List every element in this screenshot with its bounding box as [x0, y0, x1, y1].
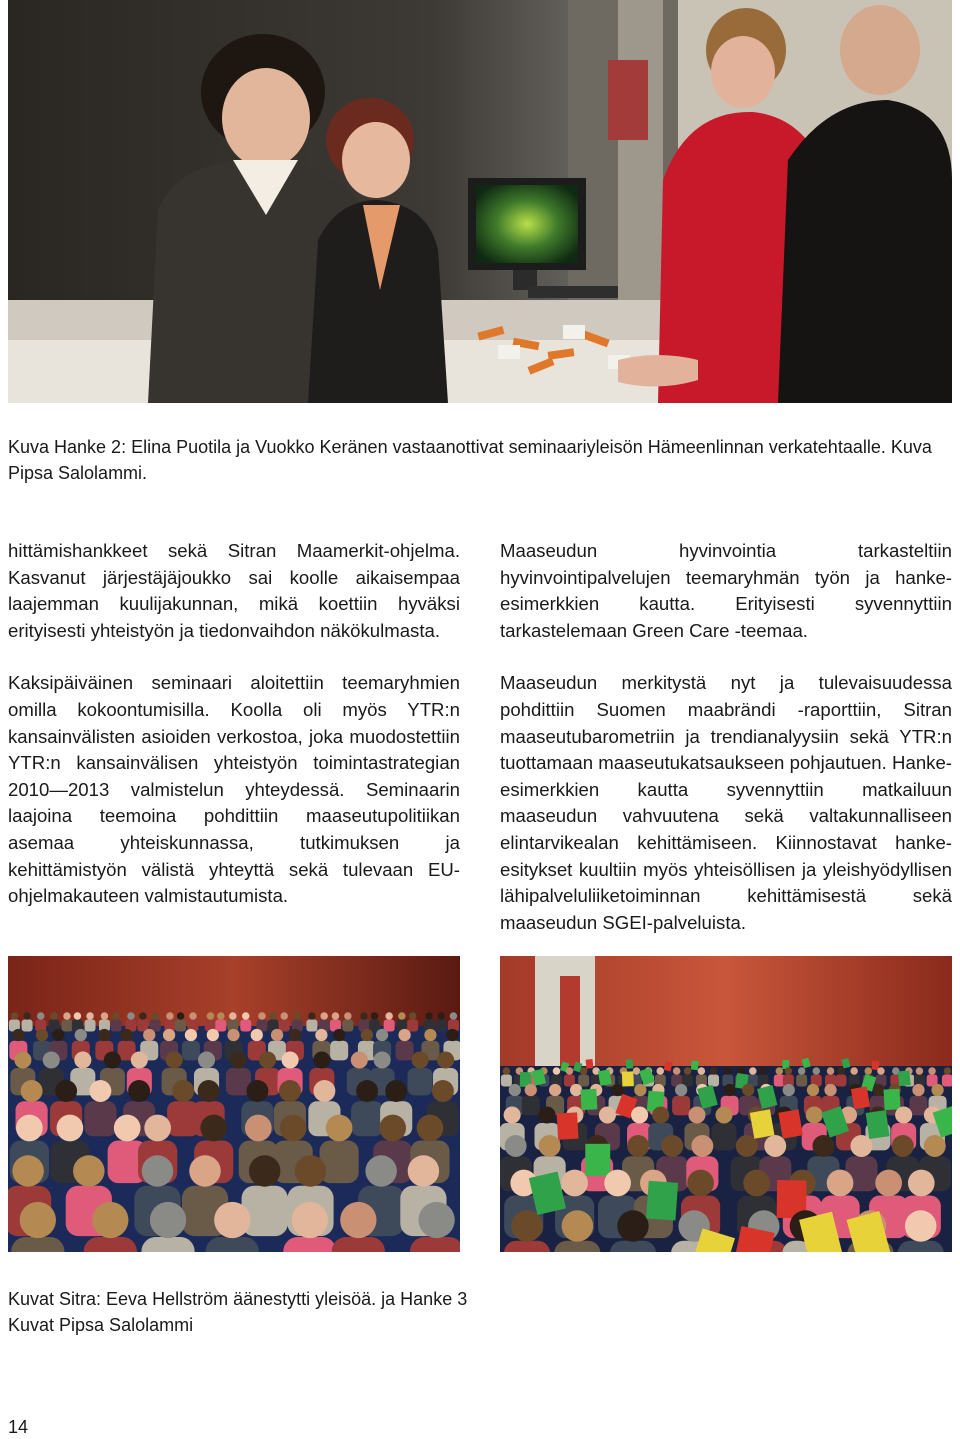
audience-member-head	[877, 1067, 885, 1075]
audience-member-head	[333, 1029, 345, 1041]
audience-member-head	[538, 1106, 555, 1123]
audience-member-head	[12, 1155, 44, 1187]
audience-member-head	[217, 1012, 225, 1020]
body-paragraph: Maaseudun hyvinvointia tarkasteltiin hyvinvointipalvelujen teemaryhmän työn ja hanke-esimerkkien kautta. Erityisesti syvennyttiin tarkastelemaan Green Care -teemaa.	[500, 540, 952, 641]
audience-member-body	[898, 1241, 944, 1252]
audience-member-head	[143, 1029, 155, 1041]
voting-card	[898, 1070, 911, 1086]
audience-member-head	[308, 1012, 316, 1020]
audience-member-head	[385, 1012, 393, 1020]
audience-member-head	[617, 1210, 649, 1242]
audience-member-head	[432, 1080, 454, 1102]
audience-member-head	[759, 1067, 767, 1075]
audience-member-head	[63, 1012, 70, 1020]
audience-member-head	[98, 1029, 110, 1041]
audience-member-head	[360, 1012, 368, 1020]
page-number: 14	[8, 1417, 29, 1437]
audience-member-head	[242, 1012, 250, 1020]
photo-caption-bottom	[8, 1286, 952, 1338]
audience-member-head	[351, 1051, 368, 1068]
audience-member-head	[785, 1067, 793, 1075]
audience-member-head	[371, 1012, 379, 1020]
audience-member-head	[198, 1051, 215, 1068]
audience-member-head	[798, 1067, 806, 1075]
photo-caption-top: Kuva Hanke 2: Elina Puotila ja Vuokko Keränen vastaanottivat seminaariyleisön Hämeenlinnan verkatehtaalle. Kuva Pipsa Salolammi.	[8, 437, 932, 483]
audience-member-head	[36, 1029, 48, 1041]
audience-member-head	[424, 1029, 436, 1041]
audience-member-head	[269, 1012, 277, 1020]
audience-member-head	[688, 1106, 705, 1123]
audience-member-head	[340, 1202, 376, 1238]
audience-member-head	[450, 1012, 458, 1020]
audience-member-head	[505, 1135, 527, 1157]
audience-member-head	[326, 1115, 353, 1142]
audience-member-body	[85, 1020, 96, 1032]
audience-member-body	[369, 1020, 380, 1032]
audience-member-head	[837, 1067, 845, 1075]
audience-member-head	[37, 1012, 45, 1020]
audience-member-body	[320, 1140, 359, 1183]
audience-member-head	[189, 1012, 197, 1020]
audience-member-head	[437, 1012, 445, 1020]
audience-member-head	[631, 1106, 648, 1123]
audience-member-body	[408, 1068, 433, 1095]
audience-member-head	[928, 1067, 936, 1075]
audience-member-head	[525, 1084, 537, 1096]
audience-member-head	[280, 1012, 288, 1020]
audience-member-body	[942, 1075, 952, 1087]
audience-member-body	[330, 1041, 348, 1061]
audience-member-body	[796, 1075, 807, 1087]
audience-member-head	[408, 1155, 440, 1187]
voting-card	[646, 1181, 678, 1221]
audience-member-head	[724, 1067, 732, 1075]
text-column-left	[8, 538, 460, 936]
audience-member-head	[776, 1067, 784, 1075]
audience-member-head	[75, 1029, 87, 1041]
audience-member-head	[656, 1067, 664, 1075]
voting-card	[883, 1089, 900, 1110]
audience-member-body	[242, 1186, 288, 1236]
audience-member-head	[374, 1051, 391, 1068]
audience-member-head	[912, 1084, 924, 1096]
audience-member-head	[259, 1051, 276, 1068]
audience-member-head	[806, 1106, 823, 1123]
audience-member-body	[578, 1075, 589, 1087]
audience-member-body	[283, 1237, 336, 1252]
body-paragraph: hittämishankkeet sekä Sitran Maamerkit-ohjelma. Kasvanut järjestäjäjoukko sai koolle aikaisempaa laajemman kuulijakunnan, mikä koettiin hyväksi erityisesti yhteistyön ja tiedonvaihdon näkökulmasta.	[8, 540, 460, 641]
caption-line: Kuvat Sitra: Eeva Hellström äänestytti yleisöä. ja Hanke 3	[8, 1289, 468, 1309]
audience-member-head	[504, 1106, 521, 1123]
audience-member-body	[61, 1020, 72, 1032]
audience-member-body	[175, 1020, 186, 1032]
audience-member-body	[501, 1075, 512, 1087]
audience-member-head	[749, 1067, 757, 1075]
audience-member-head	[561, 1170, 588, 1197]
audience-member-head	[245, 1115, 272, 1142]
audience-member-head	[292, 1202, 328, 1238]
audience-member-head	[282, 1051, 299, 1068]
audience-member-head	[783, 1084, 795, 1096]
audience-member-head	[627, 1135, 649, 1157]
audience-member-head	[549, 1084, 561, 1096]
audience-member-head	[446, 1029, 458, 1041]
audience-member-head	[50, 1012, 58, 1020]
voting-card	[691, 1060, 699, 1070]
audience-member-head	[865, 1067, 873, 1075]
audience-member-head	[189, 1155, 221, 1187]
audience-member-head	[409, 1012, 417, 1020]
audience-member-body	[504, 1241, 550, 1252]
audience-member-head	[924, 1135, 946, 1157]
text-column-right	[500, 538, 952, 962]
audience-member-head	[89, 1080, 111, 1102]
audience-member-head	[824, 1084, 836, 1096]
voting-card	[626, 1059, 634, 1068]
audience-member-head	[128, 1080, 150, 1102]
caption-line: Kuvat Pipsa Salolammi	[8, 1315, 194, 1335]
audience-member-head	[21, 1080, 43, 1102]
voting-card	[622, 1071, 634, 1086]
audience-member-head	[55, 1080, 77, 1102]
audience-member-head	[258, 1012, 266, 1020]
reception-photo-illustration	[8, 0, 952, 403]
audience-member-head	[104, 1051, 121, 1068]
audience-member-head	[150, 1202, 186, 1238]
audience-member-head	[724, 1084, 736, 1096]
audience-member-head	[361, 1029, 373, 1041]
audience-member-body	[396, 1041, 414, 1061]
audience-photo	[8, 956, 460, 1252]
voting-card	[585, 1144, 610, 1176]
audience-member-head	[207, 1012, 215, 1020]
body-paragraph: Maaseudun merkitystä nyt ja tulevaisuudessa pohdittiin Suomen maabrändi -raporttiin, Sitran maaseutubarometriin ja trendianalyysiin sekä YTR:n tuottamaan maaseutukatsaukseen pohjautuen. Hanke-esimerkkien kautta syvennyttiin matkailuun maaseudun vahvuutena sekä valtakunnalliseen elintarvikealan kehittämiseen. Kiinnostavat hanke-esitykset kuultiin myös yhteisöllisen ja yleishyödyllisen lähipalveluliiketoiminnan kehittämisestä sekä maaseudun SGEI-palveluista.	[500, 672, 952, 933]
audience-member-head	[566, 1067, 574, 1075]
audience-member-head	[271, 1029, 283, 1041]
audience-member-head	[892, 1135, 914, 1157]
audience-member-body	[332, 1237, 385, 1252]
audience-member-head	[599, 1106, 616, 1123]
audience-member-head	[279, 1080, 301, 1102]
audience-member-head	[412, 1051, 429, 1068]
audience-member-head	[315, 1029, 327, 1041]
audience-member-head	[691, 1135, 713, 1157]
audience-member-head	[398, 1029, 410, 1041]
audience-member-head	[385, 1080, 407, 1102]
audience-member-head	[229, 1012, 237, 1020]
audience-member-head	[166, 1051, 183, 1068]
audience-member-head	[425, 1012, 433, 1020]
audience-member-head	[246, 1080, 268, 1102]
audience-member-head	[251, 1029, 263, 1041]
audience-member-head	[52, 1029, 64, 1041]
audience-member-body	[522, 1096, 540, 1116]
audience-member-head	[710, 1067, 718, 1075]
audience-member-head	[511, 1210, 543, 1242]
audience-member-head	[200, 1115, 227, 1142]
audience-member-head	[812, 1135, 834, 1157]
audience-member-body	[554, 1241, 600, 1252]
audience-member-head	[332, 1012, 340, 1020]
audience-member-body	[84, 1101, 116, 1136]
audience-member-body	[11, 1237, 64, 1252]
audience-member-head	[687, 1170, 714, 1197]
audience-member-body	[610, 1241, 656, 1252]
audience-member-head	[249, 1155, 281, 1187]
audience-member-body	[342, 1020, 353, 1032]
audience-member-head	[873, 1084, 885, 1096]
audience-member-head	[43, 1051, 60, 1068]
audience-member-head	[207, 1029, 219, 1041]
audience-member-head	[698, 1067, 706, 1075]
audience-member-head	[92, 1202, 128, 1238]
audience-member-head	[634, 1084, 646, 1096]
audience-member-head	[313, 1080, 335, 1102]
audience-member-head	[379, 1115, 406, 1142]
audience-member-head	[57, 1115, 84, 1142]
audience-member-head	[850, 1067, 858, 1075]
audience-member-head	[742, 1084, 754, 1096]
voting-card	[557, 1112, 579, 1139]
audience-member-head	[14, 1051, 31, 1068]
audience-member-head	[580, 1067, 588, 1075]
audience-member-head	[313, 1051, 330, 1068]
audience-member-body	[384, 1020, 395, 1032]
audience-member-head	[73, 1155, 105, 1187]
audience-member-body	[708, 1075, 719, 1087]
audience-member-head	[905, 1210, 937, 1242]
audience-member-body	[407, 1020, 418, 1032]
audience-member-head	[166, 1012, 174, 1020]
audience-member-head	[895, 1106, 912, 1123]
audience-member-head	[365, 1155, 397, 1187]
audience-member-head	[916, 1067, 924, 1075]
audience-member-head	[23, 1012, 31, 1020]
audience-member-head	[417, 1115, 444, 1142]
audience-member-head	[675, 1084, 687, 1096]
audience-member-head	[230, 1051, 247, 1068]
audience-member-head	[74, 1012, 82, 1020]
audience-member-head	[539, 1135, 561, 1157]
audience-member-body	[182, 1041, 200, 1061]
audience-member-head	[227, 1029, 239, 1041]
audience-member-head	[503, 1067, 511, 1075]
audience-member-head	[172, 1080, 194, 1102]
audience-member-head	[12, 1029, 24, 1041]
audience-member-head	[11, 1012, 19, 1020]
audience-member-head	[850, 1135, 872, 1157]
audience-member-head	[86, 1012, 94, 1020]
audience-member-body	[240, 1020, 251, 1032]
audience-member-head	[652, 1106, 669, 1123]
audience-member-head	[163, 1029, 175, 1041]
audience-member-head	[142, 1155, 174, 1187]
voting-photo-illustration	[500, 956, 952, 1252]
audience-member-head	[715, 1106, 732, 1123]
audience-member-head	[661, 1135, 683, 1157]
voting-card	[866, 1110, 890, 1139]
audience-member-head	[320, 1012, 328, 1020]
audience-member-head	[280, 1115, 307, 1142]
audience-member-head	[344, 1012, 352, 1020]
body-paragraph: Kaksipäiväinen seminaari aloitettiin teemaryhmien omilla kokoontumisilla. Koolla oli myös YTR:n kansainvälisten asioiden verkostoa, joka muodostettiin YTR:n kansainvälisen yhteistyön toimintastrategian 2010—2013 valmistelun yhteydessä. Seminaarin laajoina teemoina pohdittiin maaseutupolitiikan asemaa yhteiskunnassa, tutkimuksen ja kehittämistyön välistä yhteyttä sekä tulevaan EU-ohjelmakauteen valmistautumista.	[8, 672, 460, 907]
audience-member-head	[827, 1067, 835, 1075]
audience-member-head	[931, 1084, 943, 1096]
audience-member-head	[289, 1029, 301, 1041]
audience-member-body	[279, 1020, 290, 1032]
audience-member-body	[410, 1237, 460, 1252]
audience-member-head	[74, 1051, 91, 1068]
voting-card	[586, 1059, 594, 1069]
audience-member-head	[16, 1115, 43, 1142]
audience-member-body	[111, 1020, 122, 1032]
audience-member-body	[436, 1020, 447, 1032]
audience-photo-illustration	[8, 956, 460, 1252]
audience-member-head	[418, 1202, 454, 1238]
audience-member-body	[672, 1096, 690, 1116]
audience-member-body	[836, 1075, 847, 1087]
audience-member-head	[944, 1067, 952, 1075]
audience-member-head	[673, 1067, 681, 1075]
audience-member-head	[813, 1067, 821, 1075]
audience-member-head	[20, 1202, 56, 1238]
audience-member-body	[351, 1101, 383, 1136]
audience-member-head	[214, 1202, 250, 1238]
audience-member-body	[306, 1020, 317, 1032]
audience-member-head	[177, 1012, 185, 1020]
audience-member-head	[127, 1012, 134, 1020]
audience-member-head	[604, 1170, 631, 1197]
audience-member-head	[611, 1084, 623, 1096]
voting-card	[580, 1089, 597, 1110]
audience-member-head	[151, 1012, 159, 1020]
audience-member-head	[295, 1155, 327, 1187]
audience-member-head	[398, 1012, 406, 1020]
audience-member-head	[101, 1012, 109, 1020]
audience-member-body	[22, 1020, 33, 1032]
audience-member-head	[139, 1012, 147, 1020]
audience-member-head	[908, 1170, 935, 1197]
audience-member-body	[215, 1020, 226, 1032]
audience-member-head	[198, 1080, 220, 1102]
audience-member-body	[84, 1237, 137, 1252]
audience-member-head	[376, 1029, 388, 1041]
audience-member-head	[633, 1067, 641, 1075]
audience-member-head	[114, 1115, 141, 1142]
audience-member-head	[356, 1080, 378, 1102]
audience-member-head	[131, 1051, 148, 1068]
audience-member-body	[206, 1237, 259, 1252]
audience-member-head	[807, 1084, 819, 1096]
audience-member-head	[120, 1029, 132, 1041]
audience-member-body	[711, 1123, 736, 1150]
audience-member-body	[141, 1237, 194, 1252]
audience-member-head	[562, 1210, 594, 1242]
audience-member-head	[185, 1029, 197, 1041]
audience-member-head	[827, 1170, 854, 1197]
audience-member-head	[437, 1051, 454, 1068]
audience-member-head	[112, 1012, 120, 1020]
reception-photo	[8, 0, 952, 403]
audience-member-head	[743, 1170, 770, 1197]
audience-member-head	[509, 1084, 521, 1096]
audience-member-head	[294, 1012, 302, 1020]
audience-member-head	[875, 1170, 902, 1197]
voting-photo	[500, 956, 952, 1252]
audience-member-head	[553, 1067, 561, 1075]
audience-member-head	[684, 1067, 692, 1075]
audience-member-head	[144, 1115, 171, 1142]
